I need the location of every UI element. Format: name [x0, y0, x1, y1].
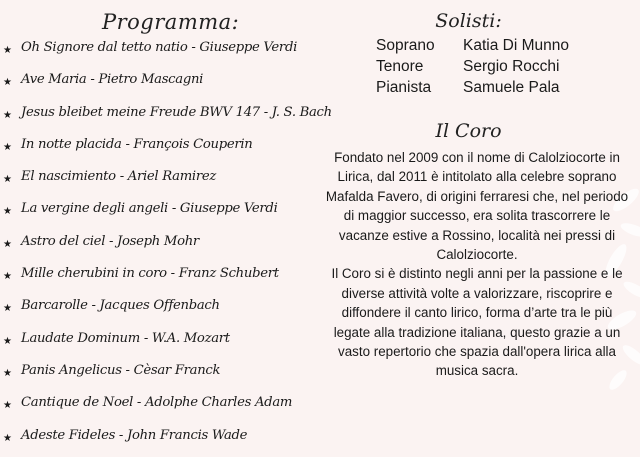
- info-section: [325, 0, 640, 451]
- star-icon: ★: [3, 367, 12, 379]
- soloist-name: Sergio Rocchi: [463, 58, 560, 75]
- choir-paragraph-1: Fondato nel 2009 con il nome di Calolziocorte in Lirica, dal 2011 è intitolato alla celebre soprano Mafalda Favero, di origini ferraresi che, nel periodo di maggior successo, era solita trascorrere le vacanze estive a Rossino, località nei pressi di Calolziocorte.: [325, 150, 629, 263]
- soloist-row: [376, 79, 569, 100]
- program-item-text: Panis Angelicus - Cèsar Franck: [21, 362, 221, 378]
- star-icon: ★: [3, 271, 12, 283]
- soloist-row: [376, 58, 569, 79]
- star-icon: ★: [3, 141, 12, 153]
- program-title: Programma:: [102, 10, 240, 34]
- program-item-text: El nascimiento - Ariel Ramirez: [21, 169, 216, 185]
- program-item-text: Barcarolle - Jacques Offenbach: [21, 298, 220, 314]
- program-item-text: Astro del ciel - Joseph Mohr: [21, 233, 199, 249]
- soloist-role: Pianista: [376, 79, 432, 96]
- star-icon: ★: [3, 206, 12, 218]
- soloist-role: Tenore: [376, 58, 424, 75]
- soloist-name: Samuele Pala: [463, 79, 560, 96]
- choir-paragraph-2: Il Coro si è distinto negli anni per la passione e le diverse attività volte a valorizzare, riscoprire e diffondere il canto lirico, forma d’arte tra le più legate alla tradizione italiana, questo grazie a un vasto repertorio che spazia dall'opera lirica alla musica sacra.: [331, 266, 623, 379]
- soloists-list: [376, 37, 569, 100]
- soloist-role: Soprano: [376, 37, 435, 54]
- soloists-title: Solisti:: [435, 10, 502, 32]
- soloist-row: [376, 37, 569, 58]
- star-icon: ★: [3, 432, 12, 444]
- star-icon: ★: [3, 303, 12, 315]
- choir-title: Il Coro: [435, 120, 502, 142]
- star-icon: ★: [3, 400, 12, 412]
- choir-description: [325, 148, 629, 381]
- program-item-text: La vergine degli angeli - Giuseppe Verdi: [21, 201, 278, 217]
- program-item-text: Oh Signore dal tetto natio - Giuseppe Verdi: [21, 40, 298, 55]
- program-item-text: Ave Maria - Pietro Mascagni: [21, 72, 204, 88]
- star-icon: ★: [3, 77, 12, 89]
- program-item-text: Mille cherubini in coro - Franz Schubert: [21, 266, 279, 282]
- program-item-text: Cantique de Noel - Adolphe Charles Adam: [21, 395, 293, 411]
- program-item-text: In notte placida - François Couperin: [21, 136, 253, 152]
- star-icon: ★: [3, 45, 12, 56]
- star-icon: ★: [3, 238, 12, 250]
- program-item-text: Adeste Fideles - John Francis Wade: [21, 427, 248, 443]
- star-icon: ★: [3, 174, 12, 186]
- soloist-name: Katia Di Munno: [463, 37, 569, 54]
- star-icon: ★: [3, 335, 12, 347]
- star-icon: ★: [3, 109, 12, 121]
- program-item-text: Laudate Dominum - W.A. Mozart: [21, 330, 230, 346]
- program-item-text: Jesus bleibet meine Freude BWV 147 - J. S. Bach: [21, 104, 332, 120]
